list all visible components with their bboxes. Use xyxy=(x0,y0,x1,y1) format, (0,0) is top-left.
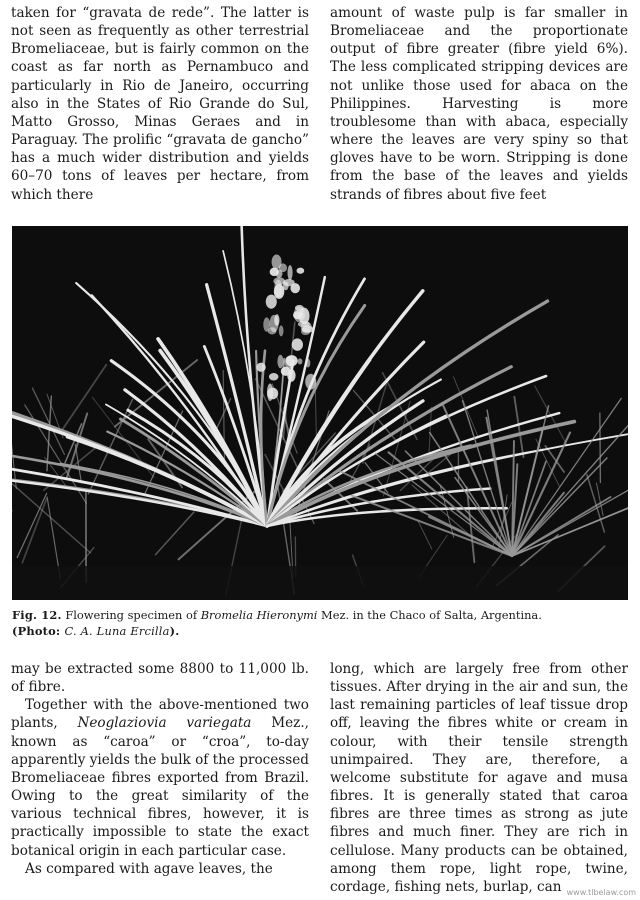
flower-bud xyxy=(286,355,298,366)
paragraph: As compared with agave leaves, the xyxy=(25,860,273,877)
flower-bud xyxy=(301,328,310,335)
flower-bud xyxy=(267,388,278,400)
flower-bud xyxy=(283,279,295,286)
caption-text: Flowering specimen of xyxy=(61,608,201,622)
figure-caption xyxy=(12,607,628,639)
flower-bud xyxy=(274,284,284,299)
flower-bud xyxy=(277,355,283,368)
paragraph: taken for “gravata de rede”. The latter is not seen as frequently as other terrestrial Bromeliaceae, but is fairly common on the coast as far north as Pernambuco and particularly in Rio de Janeiro, occurring also in the States of Rio Grande do Sul, Matto Grosso, Minas Geraes and in Paraguay. The prolific “gravata de gancho” has a much wider distribution and yields 60–70 tons of leaves per hectare, from which there xyxy=(11,5,309,203)
flower-bud xyxy=(305,374,316,390)
caption-text-end: Mez. in the Chaco of Salta, Argentina. xyxy=(317,608,542,622)
flower-bud xyxy=(268,327,277,334)
plant-photograph xyxy=(12,226,628,600)
bromelia-plant-illustration xyxy=(12,226,628,600)
flower-bud xyxy=(269,373,279,380)
flower-bud xyxy=(279,325,284,336)
ground-shadow xyxy=(12,566,628,600)
watermark: www.tlbelaw.com xyxy=(566,888,636,897)
paragraph: amount of waste pulp is far smaller in Bromeliaceae and the proportionate output of fibre greater (fibre yield 6%). The less complicated stripping devices are not unlike those used for abaca on the Philippines. Harvesting is more troublesome than with abaca, especially where the leaves are very spiny so that gloves have to be worn. Stripping is done from the base of the leaves and yields strands of fibres about five feet xyxy=(330,5,628,203)
paragraph: Together with the above-mentioned two plants, Neoglaziovia variegata Mez., known as “caroa” or “croa”, to-day apparently yields the bulk of the processed Bromeliaceae fibres exported from Brazil. Owing to the great similarity of the various technical fibres, however, it is practically impossible to state the exact botanical origin in each particular case. xyxy=(11,697,309,859)
species-name: Neoglaziovia variegata xyxy=(77,715,252,732)
flower-bud xyxy=(306,359,311,368)
flower-bud xyxy=(287,369,295,382)
flower-bud xyxy=(256,363,265,372)
flower-bud xyxy=(266,295,277,309)
text-column-top-right xyxy=(330,4,628,204)
paragraph: may be extracted some 8800 to 11,000 lb. of fibre. xyxy=(11,661,309,696)
paragraph: long, which are largely free from other tissues. After drying in the air and sun, the last remaining particles of leaf tissue drop off, leaving the fibres white or cream in colour, with their tensile strength unimpaired. They are, therefore, a welcome substitute for agave and musa fibres. It is generally stated that caroa fibres are three times as strong as jute fibres and much finer. They are rich in cellulose. Many products can be obtained, among them rope, light rope, twine, cordage, fishing nets, burlap, can xyxy=(330,661,628,895)
text-column-bottom-left xyxy=(11,660,309,878)
text-column-bottom-right xyxy=(330,660,628,896)
flower-bud xyxy=(272,254,282,269)
flower-bud xyxy=(273,277,285,285)
text-column-top-left xyxy=(11,4,309,204)
photo-credit: (Photo: C. A. Luna Ercilla). xyxy=(12,624,180,638)
flower-bud xyxy=(294,307,305,323)
caption-species: Bromelia Hieronymi xyxy=(200,608,318,622)
photographer-name: C. A. Luna Ercilla xyxy=(64,624,170,638)
flower-bud xyxy=(298,358,303,364)
flower-bud xyxy=(287,265,292,280)
flower-bud xyxy=(297,268,305,274)
figure-number: Fig. 12. xyxy=(12,608,62,622)
flower-bud xyxy=(292,338,303,350)
grass-blade xyxy=(600,413,601,482)
